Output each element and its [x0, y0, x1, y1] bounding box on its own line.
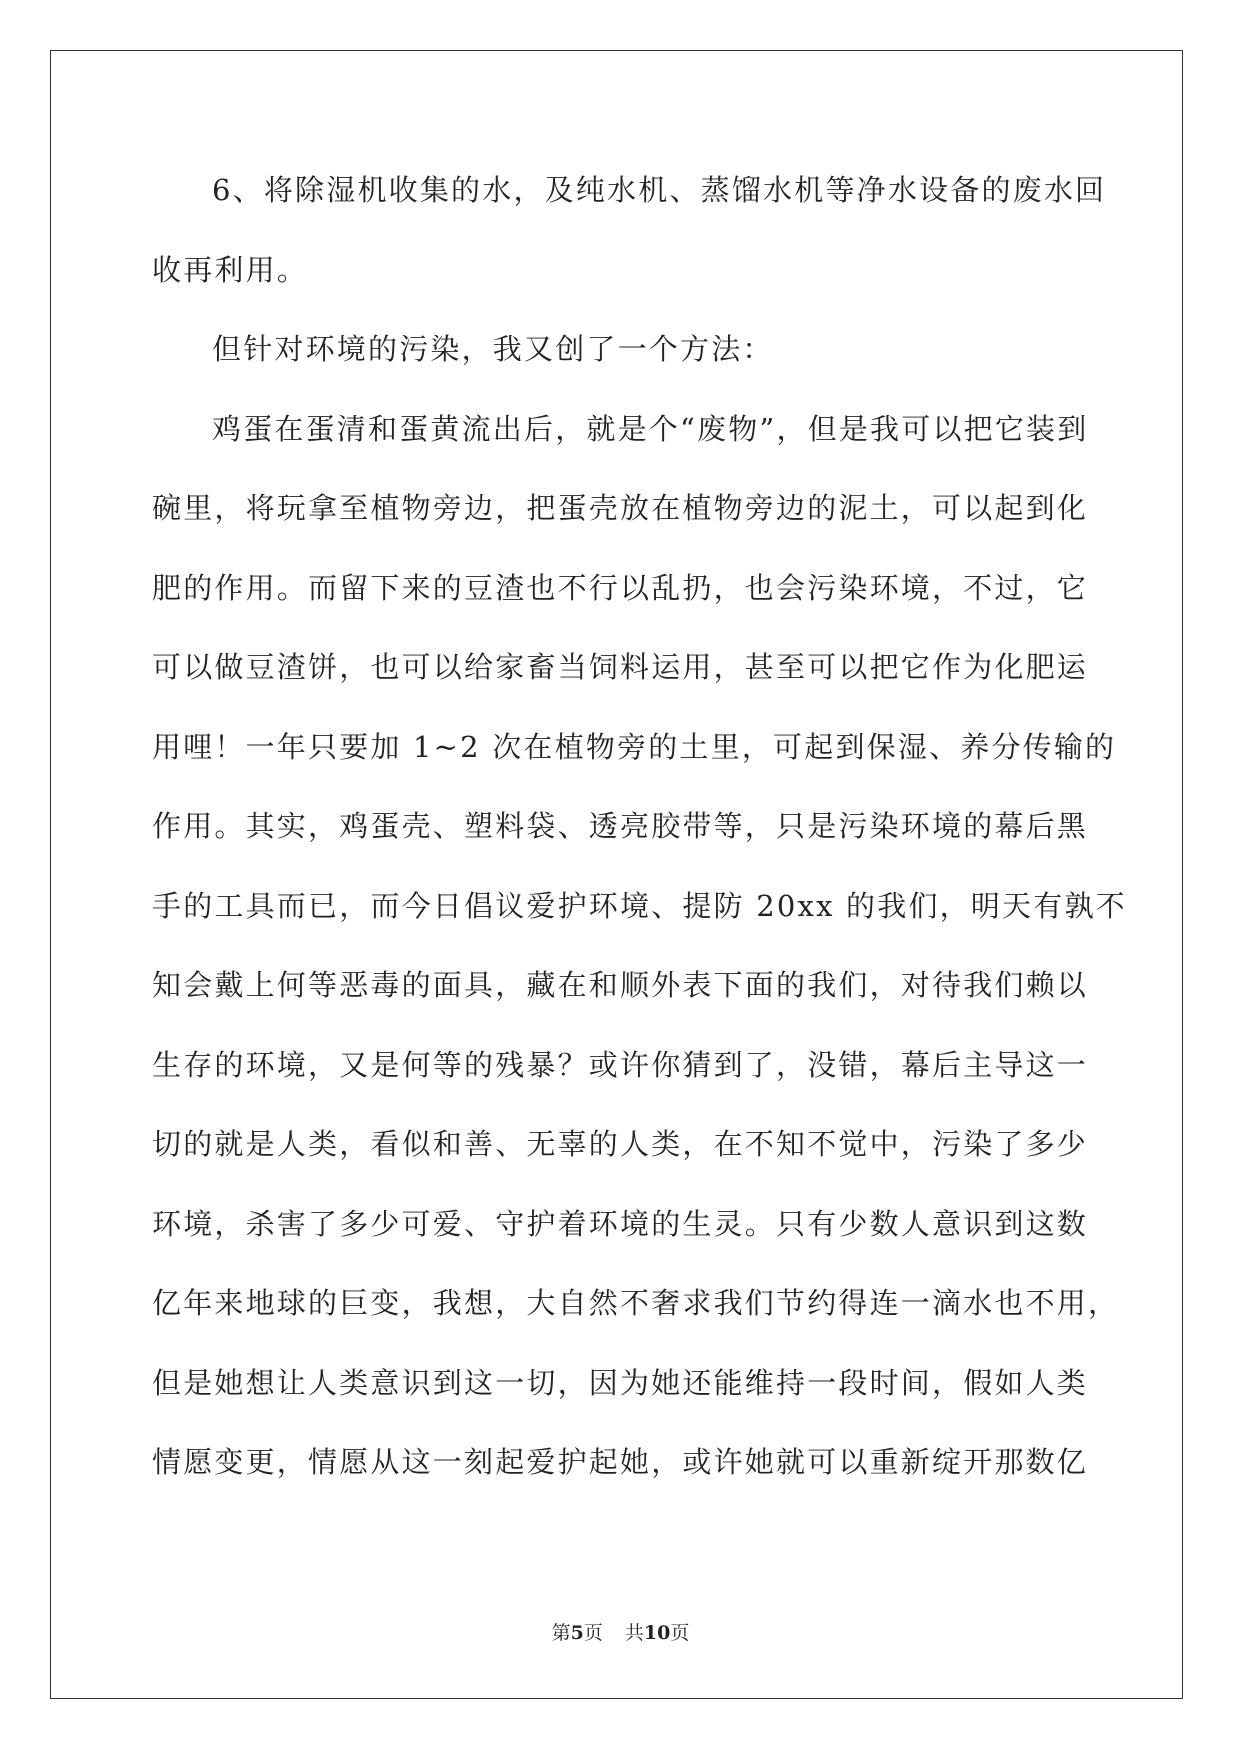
text-line: 作用。其实，鸡蛋壳、塑料袋、透亮胶带等，只是污染环境的幕后黑: [152, 809, 1089, 843]
text-line: 情愿变更，情愿从这一刻起爱护起她，或许她就可以重新绽开那数亿: [152, 1445, 1089, 1479]
text-line: 6、将除湿机收集的水，及纯水机、蒸馏水机等净水设备的废水回: [212, 173, 1107, 207]
page-total: 10: [643, 1622, 671, 1644]
text-line: 用哩！一年只要加 1~2 次在植物旁的土里，可起到保湿、养分传输的: [152, 729, 1117, 764]
page-footer: [0, 1618, 1241, 1645]
text-line: 知会戴上何等恶毒的面具，藏在和顺外表下面的我们，对待我们赖以: [152, 968, 1089, 1002]
text-line: 收再利用。: [152, 252, 309, 287]
text-line: 肥的作用。而留下来的豆渣也不行以乱扔，也会污染环境，不过，它: [152, 570, 1089, 605]
page-suffix: 页: [583, 1622, 603, 1644]
text-line: 鸡蛋在蛋清和蛋黄流出后，就是个“废物”，但是我可以把它装到: [212, 411, 1089, 446]
document-body: [152, 160, 1127, 1512]
text-line: 可以做豆渣饼，也可以给家畜当饲料运用，甚至可以把它作为化肥运: [152, 650, 1089, 684]
text-line: 但是她想让人类意识到这一切，因为她还能维持一段时间，假如人类: [152, 1365, 1089, 1400]
text-line: 手的工具而已，而今日倡议爱护环境、提防 20xx 的我们，明天有孰不: [152, 888, 1127, 923]
text-line: 环境，杀害了多少可爱、守护着环境的生灵。只有少数人意识到这数: [152, 1206, 1089, 1241]
page-prefix: 第: [551, 1622, 571, 1644]
total-prefix: 共: [624, 1622, 644, 1644]
total-suffix: 页: [670, 1622, 690, 1644]
text-line: 切的就是人类，看似和善、无辜的人类，在不知不觉中，污染了多少: [152, 1127, 1089, 1161]
text-line: 生存的环境，又是何等的残暴？或许你猜到了，没错，幕后主导这一: [152, 1047, 1089, 1082]
page-current: 5: [570, 1622, 584, 1644]
text-line: 碗里，将玩拿至植物旁边，把蛋壳放在植物旁边的泥土，可以起到化: [152, 491, 1089, 525]
text-line: 但针对环境的污染，我又创了一个方法：: [212, 332, 774, 366]
text-line: 亿年来地球的巨变，我想，大自然不奢求我们节约得连一滴水也不用，: [152, 1286, 1120, 1320]
